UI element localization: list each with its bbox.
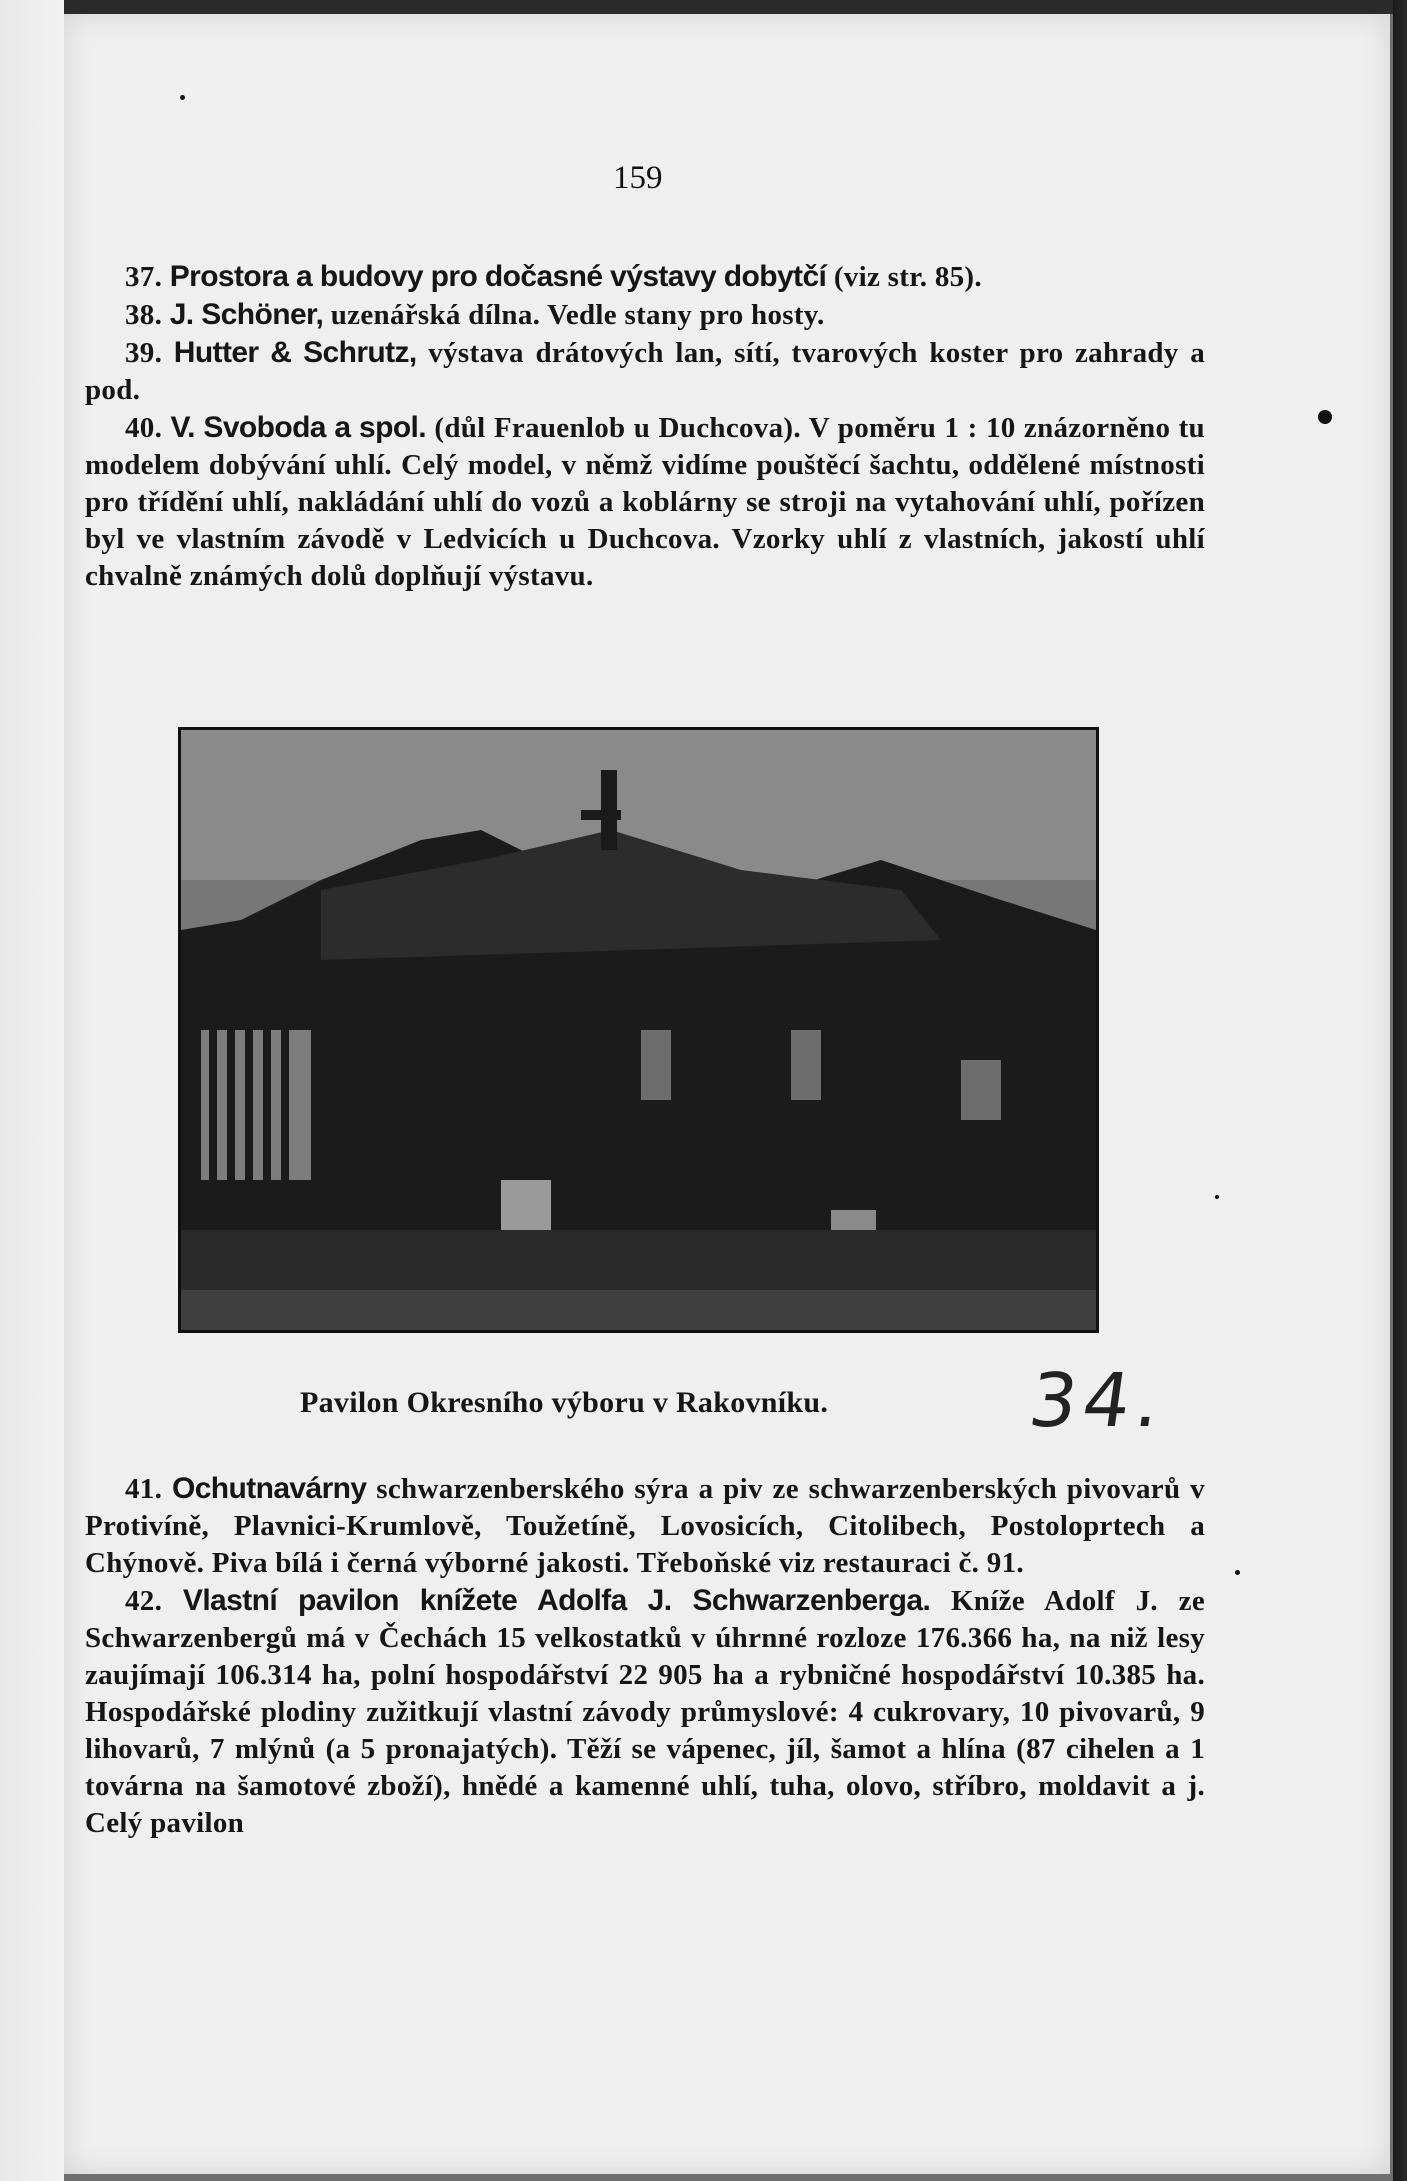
scan-speck [180,95,185,100]
entry-41: 41. Ochutnavárny schwarzenberského sýra a piv ze schwarzenberských pivovarů v Protivíně, Plavnici-Krumlově, Toužetíně, Lovosicích, Citolibech, Postoloprtech a Chýnově. Piva bílá i černá výborné jakosti. Třeboňské viz restauraci č. 91. [85,1472,1205,1579]
pavilion-photo-drawing [181,730,1096,1330]
handwritten-note: 34. [1023,1358,1172,1444]
entry-40: 40. V. Svoboda a spol. (důl Frauenlob u Duchcova). V poměru 1 : 10 znázorněno tu modelem dobývání uhlí. Celý model, v němž vidíme pouštěcí šachtu, oddělené místnosti pro třídění uhlí, nakládání uhlí do vozů a koblárny se stroji na vytahování uhlí, pořízen byl ve vlastním závodě v Ledvicích u Duchcova. Vzorky uhlí z vlastních, jakostí uhlí chvalně známých dolů doplňují výstavu. [85,411,1205,592]
scan-right-border [1393,0,1407,2181]
entry-42: 42. Vlastní pavilon knížete Adolfa J. Schwarzenberga. Kníže Adolf J. ze Schwarzenbergů má v Čechách 15 velkostatků v úhrnné rozloze 176.366 ha, na niž lesy zaujímají 106.314 ha, polní hospodářství 22 905 ha a rybničné hospodářství 10.385 ha. Hospodářské plodiny zužitkují vlastní závody průmyslové: 4 cukrovary, 10 pivovarů, 9 lihovarů, 7 mlýnů (a 5 pronajatých). Těží se vápenec, jíl, šamot a hlína (87 cihelen a 1 továrna na šamotové zboží), hnědé a kamenné uhlí, tuha, olovo, stříbro, moldavit a j. Celý pavilon [85,1584,1206,1839]
scan-speck [1215,1195,1219,1199]
entries-bottom [85,1470,1205,1842]
scan-left-margin [0,0,64,2181]
entries-top [85,258,1205,595]
pavilion-photograph [178,727,1099,1333]
scan-speck [1235,1570,1240,1575]
figure-caption: Pavilon Okresního výboru v Rakovníku. [300,1386,829,1419]
scan-speck [1318,410,1332,424]
entry-38: 38. J. Schöner, uzenářská dílna. Vedle stany pro hosty. [125,298,825,331]
scan-top-border [0,0,1407,14]
entry-39: 39. Hutter & Schrutz, výstava drátových lan, sítí, tvarových koster pro zahrady a pod. [85,336,1205,406]
page-number: 159 [613,160,663,196]
entry-37: 37. Prostora a budovy pro dočasné výstavy dobytčí (viz str. 85). [125,260,982,293]
